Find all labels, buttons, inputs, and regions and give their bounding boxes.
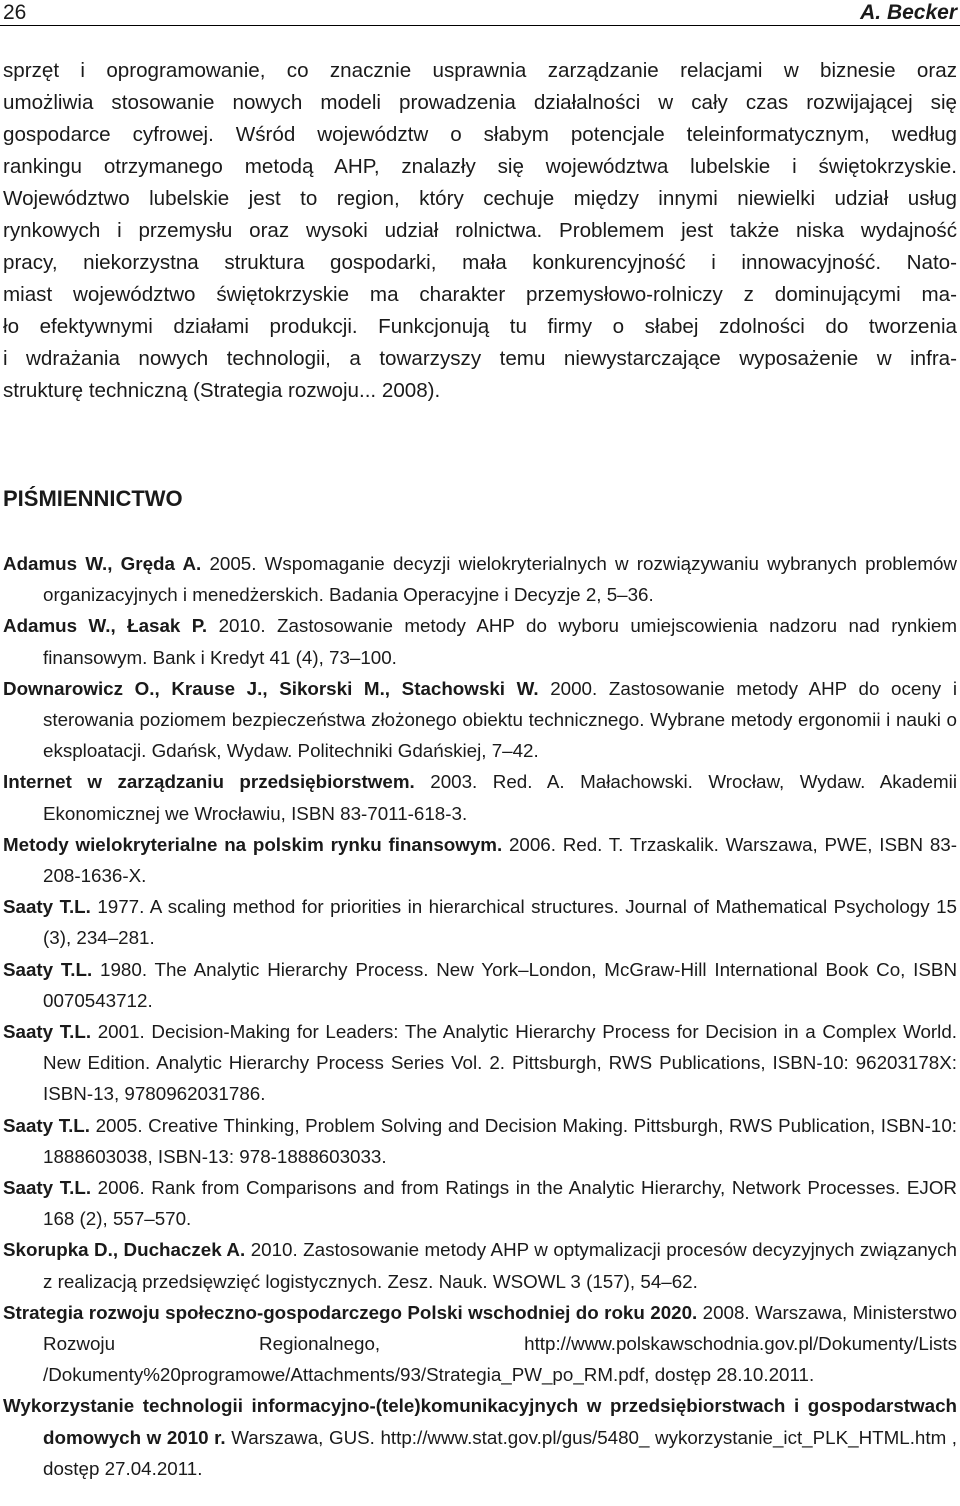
reference-details: 2006. Rank from Comparisons and from Ratings in the Analytic Hierarchy, Network Processes. EJOR 168 (2), 557–570.: [43, 1177, 957, 1230]
page-number: 26: [3, 1, 27, 24]
header-rule: [0, 25, 960, 26]
body-line: sprzęt i oprogramowanie, co znacznie usprawnia zarządzanie relacjami w biznesie oraz: [3, 59, 957, 82]
reference-item: [3, 891, 957, 953]
reference-list: [3, 548, 957, 1484]
reference-item: [3, 1172, 957, 1234]
reference-item: [3, 1234, 957, 1296]
body-line: Województwo lubelskie jest to region, który cechuje między innymi niewielki udział usług: [3, 187, 957, 210]
body-line: miast województwo świętokrzyskie ma charakter przemysłowo-rolniczy z dominującymi ma-: [3, 283, 957, 306]
body-line: umożliwia stosowanie nowych modeli prowadzenia działalności w cały czas rozwijającej się: [3, 91, 957, 114]
reference-authors: Saaty T.L.: [3, 1021, 92, 1043]
reference-authors: Metody wielokryterialne na polskim rynku finansowym.: [3, 833, 503, 855]
body-line: ło efektywnymi działami produkcji. Funkcjonują tu firmy o słabej zdolności do tworzenia: [3, 315, 957, 338]
reference-authors: Saaty T.L.: [3, 1177, 92, 1199]
reference-authors: Saaty T.L.: [3, 958, 93, 980]
body-line: i wdrażania nowych technologii, a towarzyszy temu niewystarczające wyposażenie w infra-: [3, 347, 957, 370]
reference-item: [3, 1110, 957, 1172]
reference-authors: Wykorzystanie technologii informacyjno-(tele)komunikacyjnych w przedsiębiorstwach i gospodarstwach domowych w 2010 r.: [3, 1395, 957, 1448]
reference-authors: Internet w zarządzaniu przedsiębiorstwem.: [3, 771, 415, 793]
reference-details: 2010. Zastosowanie metody AHP do wyboru umiejscowienia nadzoru nad rynkiem finansowym. Bank i Kredyt 41 (4), 73–100.: [43, 615, 957, 668]
reference-details: Warszawa, GUS. http://www.stat.gov.pl/gus/5480_ wykorzystanie_ict_PLK_HTML.htm , dostęp 27.04.2011.: [43, 1426, 957, 1479]
reference-item: [3, 1390, 957, 1484]
reference-details: 2010. Zastosowanie metody AHP w optymalizacji procesów decyzyjnych związanych z realizacją przedsięwzięć logistycznych. Zesz. Nauk. WSOWL 3 (157), 54–62.: [43, 1239, 957, 1292]
body-paragraph: [3, 55, 957, 407]
body-line: gospodarce cyfrowej. Wśród województw o słabym potencjale teleinformatycznym, według: [3, 123, 957, 146]
reference-details: 2005. Wspomaganie decyzji wielokryterialnych w rozwiązywaniu wybranych problemów organizacyjnych i menedżerskich. Badania Operacyjne i Decyzje 2, 5–36.: [43, 553, 957, 606]
reference-item: [3, 548, 957, 610]
reference-item: [3, 954, 957, 1016]
reference-details: 2005. Creative Thinking, Problem Solving and Decision Making. Pittsburgh, RWS Publication, ISBN-10: 1888603038, ISBN-13: 978-1888603033.: [43, 1114, 957, 1167]
reference-details: 2001. Decision-Making for Leaders: The Analytic Hierarchy Process for Decision in a Complex World. New Edition. Analytic Hierarchy Process Series Vol. 2. Pittsburgh, RWS Publications, ISBN-10: 96203178X: ISBN-13, 9780962031786.: [43, 1021, 958, 1105]
body-line: pracy, niekorzystna struktura gospodarki, mała konkurencyjność i innowacyjność. Nato-: [3, 251, 957, 274]
body-line: strukturę techniczną (Strategia rozwoju... 2008).: [3, 379, 441, 402]
body-line: rankingu otrzymanego metodą AHP, znalazły się województwa lubelskie i świętokrzyskie.: [3, 155, 957, 178]
reference-item: [3, 1016, 957, 1110]
reference-details: 2003. Red. A. Małachowski. Wrocław, Wydaw. Akademii Ekonomicznej we Wrocławiu, ISBN 83-7011-618-3.: [43, 771, 957, 824]
reference-authors: Skorupka D., Duchaczek A.: [3, 1239, 246, 1261]
reference-authors: Strategia rozwoju społeczno-gospodarczego Polski wschodniej do roku 2020.: [3, 1301, 698, 1323]
reference-item: [3, 829, 957, 891]
reference-authors: Saaty T.L.: [3, 896, 91, 918]
reference-authors: Adamus W., Łasak P.: [3, 615, 208, 637]
reference-details: 2000. Zastosowanie metody AHP do oceny i sterowania poziomem bezpieczeństwa złożonego obiektu technicznego. Wybrane metody ergonomii i nauki o eksploatacji. Gdańsk, Wydaw. Politechniki Gdańskiej, 7–42.: [43, 677, 957, 762]
reference-details: 2008. Warszawa, Ministerstwo Rozwoju Regionalnego, http://www.polskawschodnia.gov.pl/Dokumenty/Lists /Dokumenty%20programowe/Attachments/93/Strategia_PW_po_RM.pdf, dostęp 28.10.2011.: [43, 1301, 957, 1386]
reference-authors: Saaty T.L.: [3, 1114, 90, 1136]
reference-authors: Downarowicz O., Krause J., Sikorski M., Stachowski W.: [3, 677, 539, 699]
reference-authors: Adamus W., Gręda A.: [3, 553, 202, 574]
reference-item: [3, 610, 957, 672]
running-head-author: A. Becker: [860, 1, 957, 24]
reference-item: [3, 766, 957, 828]
page-header: [0, 0, 960, 26]
reference-details: 1977. A scaling method for priorities in hierarchical structures. Journal of Mathematical Psychology 15 (3), 234–281.: [43, 896, 957, 949]
reference-item: [3, 1297, 957, 1391]
section-title: PIŚMIENNICTWO: [3, 486, 183, 511]
body-line: rynkowych i przemysłu oraz wysoki udział rolnictwa. Problemem jest także niska wydajność: [3, 219, 957, 242]
reference-details: 2006. Red. T. Trzaskalik. Warszawa, PWE, ISBN 83-208-1636-X.: [43, 833, 957, 887]
reference-details: 1980. The Analytic Hierarchy Process. New York–London, McGraw-Hill International Book Co, ISBN 0070543712.: [43, 958, 958, 1011]
reference-item: [3, 673, 957, 767]
